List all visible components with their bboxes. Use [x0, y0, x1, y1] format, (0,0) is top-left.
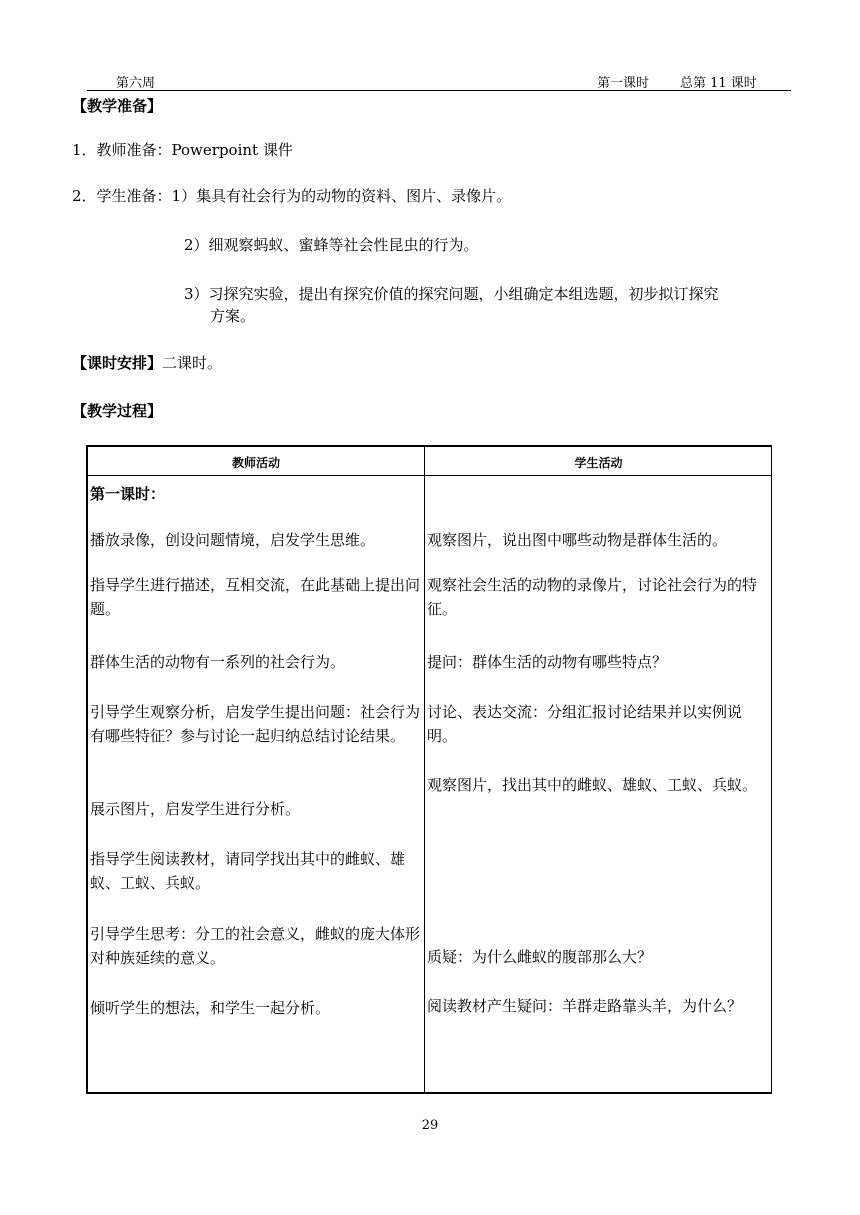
student-cell: 观察图片，找出其中的雌蚁、雄蚁、工蚁、兵蚁。 — [427, 776, 758, 794]
student-cell: 阅读教材产生疑问：羊群走路靠头羊，为什么？ — [427, 997, 743, 1015]
student-column-header: 学生活动 — [574, 456, 623, 470]
prep-title: 【教学准备】 — [72, 97, 163, 115]
header-rule — [87, 90, 791, 91]
header-total: 总第 11 课时 — [680, 76, 757, 91]
teacher-cell: 展示图片，启发学生进行分析。 — [90, 800, 301, 818]
process-title: 【教学过程】 — [72, 402, 163, 420]
teacher-cell-lesson-heading: 第一课时： — [90, 485, 166, 503]
header-week: 第六周 — [116, 76, 156, 91]
page-number: 29 — [421, 1118, 439, 1133]
student-prep-1: 2．学生准备：1）集具有社会行为的动物的资料、图片、录像片。 — [72, 187, 512, 205]
student-cell: 质疑：为什么雌蚁的腹部那么大？ — [427, 948, 653, 966]
teacher-column-header: 教师活动 — [231, 456, 280, 470]
teacher-cell: 群体生活的动物有一系列的社会行为。 — [90, 653, 346, 671]
student-prep-3a: 3）习探究实验，提出有探究价值的探究问题，小组确定本组选题，初步拟订探究 — [184, 285, 719, 303]
teacher-prep: 1．教师准备：Powerpoint 课件 — [72, 141, 293, 159]
student-prep-2: 2）细观察蚂蚁、蜜蜂等社会性昆虫的行为。 — [184, 236, 479, 254]
teacher-cell: 倾听学生的想法，和学生一起分析。 — [90, 999, 331, 1017]
schedule-label: 【课时安排】 — [72, 354, 163, 372]
student-cell: 讨论、表达交流：分组汇报讨论结果并以实例说明。 — [427, 703, 743, 745]
student-cell: 观察图片，说出图中哪些动物是群体生活的。 — [427, 531, 728, 549]
column-divider — [424, 447, 425, 1092]
teacher-cell: 引导学生观察分析，启发学生提出问题：社会行为有哪些特征？参与讨论一起归纳总结讨论结果。 — [90, 703, 421, 745]
student-prep-3b: 方案。 — [210, 307, 256, 325]
teacher-cell: 指导学生进行描述，互相交流，在此基础上提出问题。 — [90, 576, 421, 618]
activity-table — [86, 445, 772, 1094]
teacher-cell: 引导学生思考：分工的社会意义，雌蚁的庞大体形对种族延续的意义。 — [90, 925, 421, 967]
teacher-cell: 播放录像，创设问题情境，启发学生思维。 — [90, 531, 376, 549]
header-lesson: 第一课时 — [597, 76, 650, 91]
student-cell: 观察社会生活的动物的录像片，讨论社会行为的特征。 — [427, 576, 758, 618]
student-cell: 提问：群体生活的动物有哪些特点？ — [427, 653, 668, 671]
teacher-cell: 指导学生阅读教材，请同学找出其中的雌蚁、雄蚁、工蚁、兵蚁。 — [90, 850, 406, 892]
table-header-row — [88, 447, 771, 476]
schedule-line — [72, 352, 222, 373]
schedule-value: 二课时。 — [162, 354, 223, 372]
